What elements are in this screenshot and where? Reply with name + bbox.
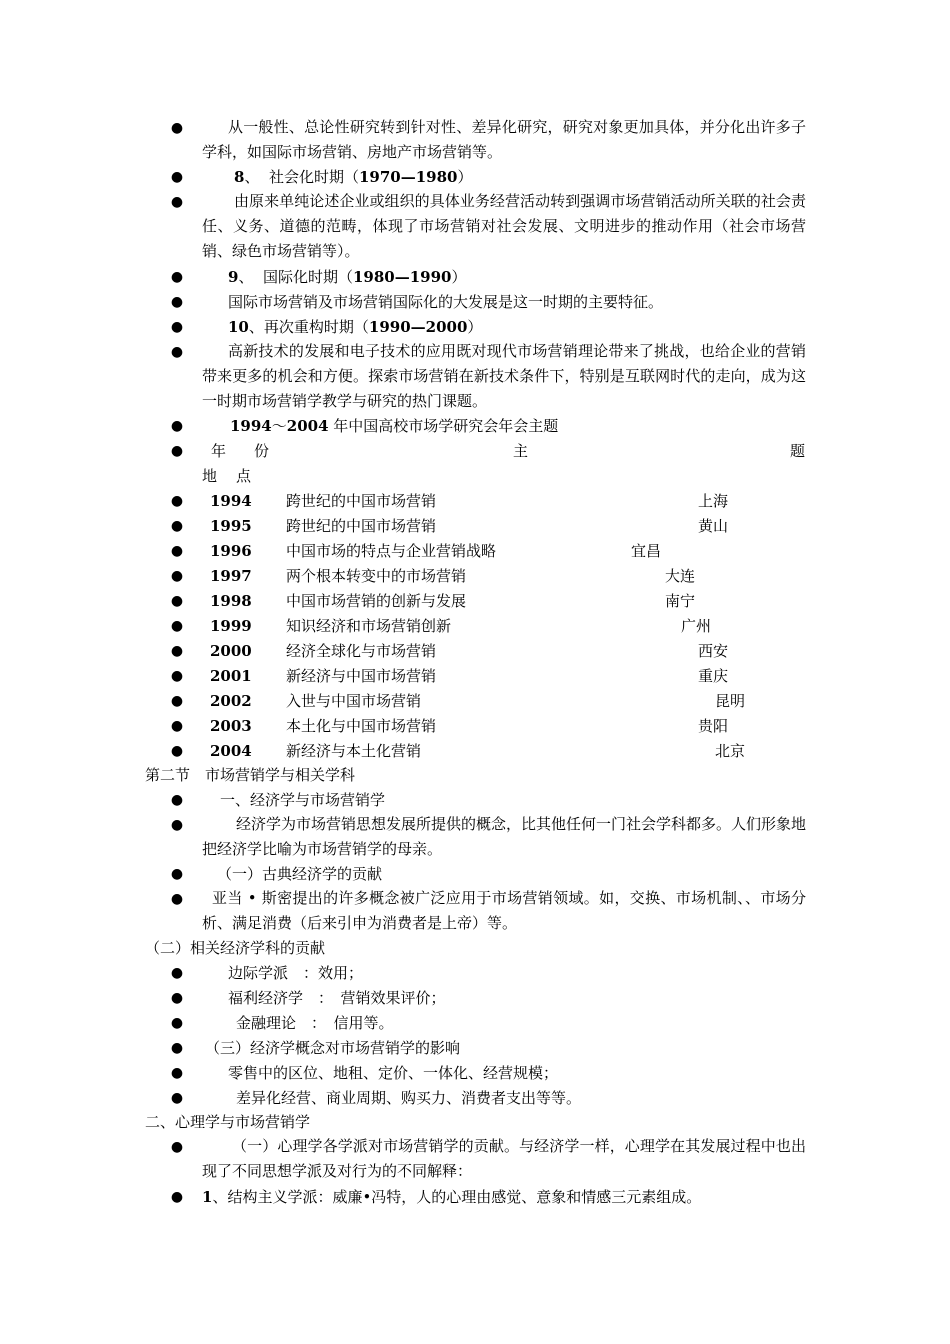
list-item: 边际学派 ：效用； [228, 964, 364, 982]
bullet: ● [170, 294, 184, 310]
table-caption: 1994～2004 年中国高校市场学研究会年会主题 [230, 417, 559, 435]
table-cell-place: 西安 [698, 642, 729, 660]
table-header-place-1: 地 [202, 467, 218, 485]
table-cell-year: 2000 [210, 642, 252, 660]
table-cell-theme: 经济全球化与市场营销 [286, 642, 437, 660]
bullet: ● [170, 718, 184, 734]
table-cell-theme: 知识经济和市场营销创新 [286, 617, 452, 635]
bullet: ● [170, 1139, 184, 1155]
bullet: ● [170, 1065, 184, 1081]
subsection-heading: （一）古典经济学的贡献 [217, 865, 383, 883]
bullet: ● [170, 643, 184, 659]
table-cell-year: 2004 [210, 742, 252, 760]
table-cell-theme: 中国市场营销的创新与发展 [286, 592, 467, 610]
list-item: 零售中的区位、地租、定价、一体化、经营规模； [228, 1064, 559, 1082]
bullet: ● [170, 518, 184, 534]
bullet: ● [170, 344, 184, 360]
paragraph: 由原来单纯论述企业或组织的具体业务经营活动转到强调市场营销活动所关联的社会责任、义务、道德的范畴，体现了市场营销对社会发展、文明进步的推动作用（社会市场营销、绿色市场营销等）。 [202, 192, 806, 260]
section-heading: 第二节 市场营销学与相关学科 [145, 766, 356, 784]
period-title: 社会化时期（1970—1980） [268, 168, 473, 186]
bullet: ● [170, 194, 184, 210]
bullet: ● [170, 693, 184, 709]
paragraph: 亚当 • 斯密提出的许多概念被广泛应用于市场营销领域。如，交换、市场机制、、市场分析、满足消费（后来引申为消费者是上帝）等。 [202, 889, 806, 932]
table-cell-year: 2002 [210, 692, 252, 710]
table-cell-theme: 入世与中国市场营销 [286, 692, 422, 710]
table-cell-year: 1999 [210, 617, 252, 635]
period-heading: 8、 社会化时期（1970—1980） [234, 168, 473, 186]
table-cell-place: 昆明 [715, 692, 746, 710]
table-cell-theme: 中国市场的特点与企业营销战略 [286, 542, 497, 560]
bullet: ● [170, 743, 184, 759]
table-cell-year: 1998 [210, 592, 252, 610]
bullet: ● [170, 1015, 184, 1031]
bullet: ● [170, 990, 184, 1006]
list-item: 差异化经营、商业周期、购买力、消费者支出等等。 [236, 1089, 582, 1107]
table-cell-year: 1994 [210, 492, 252, 510]
subsection-heading: （二）相关经济学科的贡献 [145, 939, 326, 957]
table-cell-theme: 跨世纪的中国市场营销 [286, 517, 437, 535]
table-cell-place: 重庆 [698, 667, 729, 685]
bullet: ● [170, 668, 184, 684]
table-cell-year: 2003 [210, 717, 252, 735]
period-heading: 9、 国际化时期（1980—1990） [228, 268, 467, 286]
table-cell-place: 大连 [665, 567, 696, 585]
table-cell-place: 贵阳 [698, 717, 729, 735]
bullet: ● [170, 1040, 184, 1056]
table-header-place-2: 点 [236, 467, 252, 485]
bullet: ● [170, 965, 184, 981]
table-header-year-1: 年 [211, 442, 227, 460]
list-item: 福利经济学 ： 营销效果评价； [228, 989, 446, 1007]
table-cell-place: 宜昌 [631, 542, 662, 560]
bullet: ● [170, 120, 184, 136]
table-cell-theme: 两个根本转变中的市场营销 [286, 567, 467, 585]
table-cell-theme: 新经济与本土化营销 [286, 742, 422, 760]
table-header-theme-1: 主 [513, 442, 529, 460]
period-title: 、再次重构时期（1990—2000） [248, 318, 483, 336]
paragraph: （一）心理学各学派对市场营销学的贡献。与经济学一样，心理学在其发展过程中也出现了不同思想学派及对行为的不同解释： [202, 1137, 806, 1180]
bullet: ● [170, 169, 184, 185]
paragraph: 国际市场营销及市场营销国际化的大发展是这一时期的主要特征。 [228, 293, 664, 311]
bullet: ● [170, 618, 184, 634]
bullet: ● [170, 817, 184, 833]
paragraph: 高新技术的发展和电子技术的应用既对现代市场营销理论带来了挑战，也给企业的营销带来更多的机会和方便。探索市场营销在新技术条件下，特别是互联网时代的走向，成为这一时期市场营销学教学与研究的热门课题。 [202, 342, 806, 410]
list-item [202, 1186, 701, 1208]
bullet: ● [170, 493, 184, 509]
bullet: ● [170, 866, 184, 882]
table-cell-place: 上海 [698, 492, 729, 510]
bullet: ● [170, 891, 184, 907]
subsection-heading: 一、经济学与市场营销学 [220, 791, 386, 809]
bullet: ● [170, 593, 184, 609]
table-cell-year: 1997 [210, 567, 252, 585]
period-number: 9 [228, 268, 239, 286]
item-number: 1 [202, 1188, 213, 1206]
bullet: ● [170, 443, 184, 459]
list-item: 金融理论 ： 信用等。 [236, 1014, 394, 1032]
paragraph: 经济学为市场营销思想发展所提供的概念，比其他任何一门社会学科都多。人们形象地把经济学比喻为市场营销学的母亲。 [202, 815, 807, 858]
table-cell-place: 南宁 [665, 592, 696, 610]
bullet: ● [170, 543, 184, 559]
bullet: ● [170, 792, 184, 808]
bullet: ● [170, 568, 184, 584]
table-header-year-2: 份 [254, 442, 270, 460]
period-number: 8 [234, 168, 245, 186]
bullet: ● [170, 418, 184, 434]
table-cell-place: 广州 [681, 617, 712, 635]
table-header-theme-2: 题 [790, 442, 806, 460]
table-cell-theme: 跨世纪的中国市场营销 [286, 492, 437, 510]
item-text: 、结构主义学派：威廉•冯特，人的心理由感觉、意象和情感三元素组成。 [212, 1188, 702, 1206]
paragraph: 从一般性、总论性研究转到针对性、差异化研究，研究对象更加具体，并分化出许多子学科，如国际市场营销、房地产市场营销等。 [202, 118, 806, 161]
table-cell-theme: 新经济与中国市场营销 [286, 667, 437, 685]
section-heading: 二、心理学与市场营销学 [145, 1113, 311, 1131]
bullet: ● [170, 269, 184, 285]
table-cell-year: 1995 [210, 517, 252, 535]
table-cell-year: 1996 [210, 542, 252, 560]
table-cell-year: 2001 [210, 667, 252, 685]
period-heading [228, 316, 482, 338]
table-cell-place: 北京 [715, 742, 746, 760]
period-title: 国际化时期（1980—1990） [262, 268, 467, 286]
bullet: ● [170, 1090, 184, 1106]
table-cell-theme: 本土化与中国市场营销 [286, 717, 437, 735]
table-cell-place: 黄山 [698, 517, 729, 535]
bullet: ● [170, 319, 184, 335]
bullet: ● [170, 1189, 184, 1205]
subsection-heading: （三）经济学概念对市场营销学的影响 [205, 1039, 461, 1057]
period-number: 10 [228, 318, 249, 336]
